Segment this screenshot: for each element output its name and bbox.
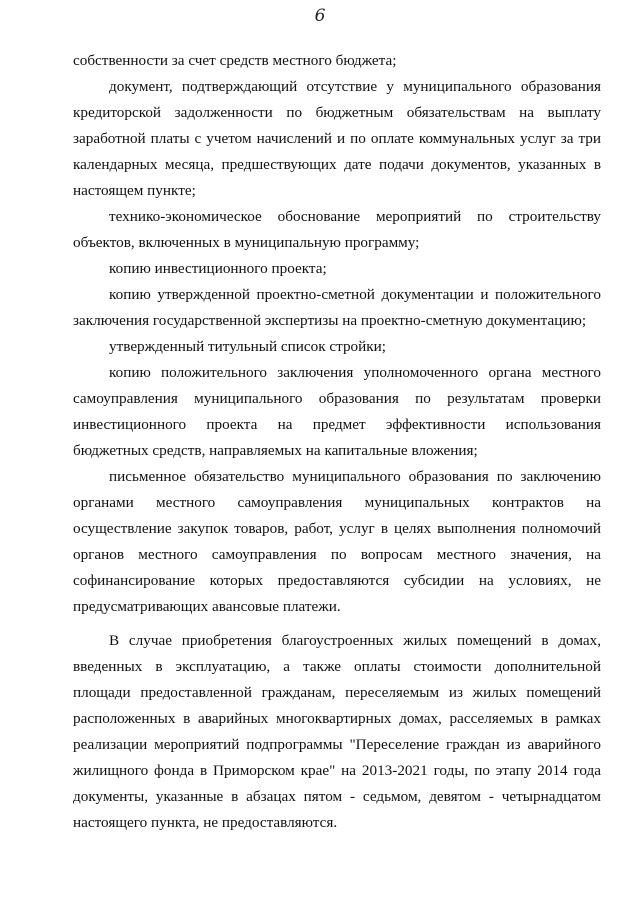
text-line: заработной платы с учетом начислений и по оплате коммунальных услуг за три: [73, 130, 601, 147]
text-line: бюджетных средств, направляемых на капитальные вложения;: [73, 442, 478, 459]
text-line: органами местного самоуправления муниципальных контрактов на: [73, 494, 601, 511]
text-line: кредиторской задолженности по бюджетным обязательствам на выплату: [73, 104, 601, 121]
text-line: технико-экономическое обоснование мероприятий по строительству: [109, 208, 601, 225]
text-line: копию утвержденной проектно-сметной документации и положительного: [109, 286, 601, 303]
paragraph: [73, 628, 601, 836]
text-line: документы, указанные в абзацах пятом - седьмом, девятом - четырнадцатом: [73, 788, 601, 805]
text-line: жилищного фонда в Приморском крае" на 2013-2021 годы, по этапу 2014 года: [73, 762, 601, 779]
page-number: 6: [314, 6, 326, 26]
text-line: документ, подтверждающий отсутствие у муниципального образования: [109, 78, 601, 95]
paragraph: [73, 48, 601, 74]
text-line: осуществление закупок товаров, работ, услуг в целях выполнения полномочий: [73, 520, 601, 537]
text-line: настоящего пункта, не предоставляются.: [73, 814, 338, 831]
text-line: инвестиционного проекта на предмет эффективности использования: [73, 416, 601, 433]
text-line: В случае приобретения благоустроенных жилых помещений в домах,: [109, 632, 601, 649]
text-line: календарных месяца, предшествующих дате подачи документов, указанных в: [73, 156, 601, 173]
paragraph: [73, 334, 601, 360]
paragraph: [73, 256, 601, 282]
text-line: копию инвестиционного проекта;: [109, 260, 327, 277]
text-line: реализации мероприятий подпрограммы "Переселение граждан из аварийного: [73, 736, 601, 753]
text-line: самоуправления муниципального образования по результатам проверки: [73, 390, 601, 407]
text-line: настоящем пункте;: [73, 182, 196, 199]
text-line: письменное обязательство муниципального образования по заключению: [109, 468, 601, 485]
text-line: собственности за счет средств местного бюджета;: [73, 52, 397, 69]
paragraph: [73, 464, 601, 620]
text-line: предусматривающих авансовые платежи.: [73, 598, 341, 615]
text-line: софинансирование которых предоставляются субсидии на условиях, не: [73, 572, 601, 589]
paragraph: [73, 282, 601, 334]
text-line: заключения государственной экспертизы на проектно-сметную документацию;: [73, 312, 587, 329]
paragraph: [73, 204, 601, 256]
text-line: расположенных в аварийных многоквартирных домах, расселяемых в рамках: [73, 710, 601, 727]
text-line: копию положительного заключения уполномоченного органа местного: [109, 364, 601, 381]
paragraph: [73, 360, 601, 464]
text-line: утвержденный титульный список стройки;: [109, 338, 386, 355]
text-line: введенных в эксплуатацию, а также оплаты стоимости дополнительной: [73, 658, 601, 675]
document-body: [73, 48, 601, 836]
paragraph: [73, 74, 601, 204]
text-line: органов местного самоуправления по вопросам местного значения, на: [73, 546, 601, 563]
text-line: площади предоставленной гражданам, переселяемым из жилых помещений: [73, 684, 601, 701]
text-line: объектов, включенных в муниципальную программу;: [73, 234, 420, 251]
